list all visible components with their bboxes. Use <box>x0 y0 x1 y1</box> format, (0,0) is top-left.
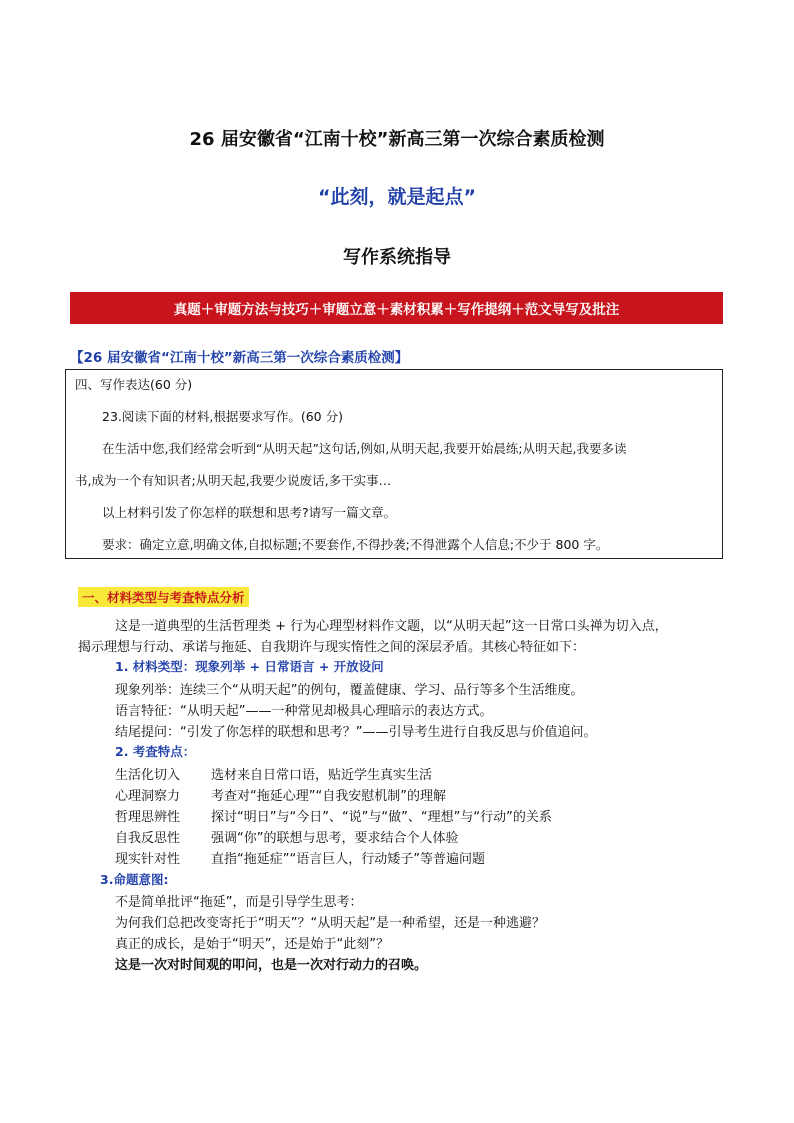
question-number: 23.阅读下面的材料,根据要求写作。(60 分) <box>102 409 343 424</box>
question-material-line-2: 书,成为一个有知识者;从明天起,我要少说废话,多干实事… <box>75 473 392 488</box>
feature-label: 哲理思辨性 <box>115 810 181 825</box>
question-prompt: 以上材料引发了你怎样的联想和思考?请写一篇文章。 <box>102 505 397 520</box>
intent-heading: 3.命题意图: <box>100 872 169 887</box>
analysis-intro-line-2: 揭示理想与行动、承诺与拖延、自我期许与现实惰性之间的深层矛盾。其核心特征如下： <box>78 640 586 655</box>
material-type-item: 语言特征：“从明天起”——一种常见却极具心理暗示的表达方式。 <box>115 704 493 719</box>
feature-desc: 探讨“明日”与“今日”、“说”与“做”、“理想”与“行动”的关系 <box>211 810 552 825</box>
material-type-item: 结尾提问：“引发了你怎样的联想和思考？”——引导考生进行自我反思与价值追问。 <box>115 725 597 740</box>
intent-line: 不是简单批评“拖延”，而是引导学生思考： <box>115 895 363 910</box>
question-section: 四、写作表达(60 分) <box>75 377 193 392</box>
intent-summary: 这是一次对时间观的叩问，也是一次对行动力的召唤。 <box>115 958 428 973</box>
question-material-line-1: 在生活中您,我们经常会听到“从明天起”这句话,例如,从明天起,我要开始晨练;从明天起,我要多读 <box>102 441 627 456</box>
contents-banner: 真题＋审题方法与技巧＋审题立意＋素材积累＋写作提纲＋范文导写及批注 <box>70 292 723 324</box>
feature-label: 现实针对性 <box>115 852 181 867</box>
exam-source-header: 【26 届安徽省“江南十校”新高三第一次综合素质检测】 <box>70 350 409 366</box>
feature-label: 自我反思性 <box>115 831 181 846</box>
question-box <box>65 369 723 559</box>
analysis-heading: 一、材料类型与考查特点分析 <box>78 587 249 607</box>
feature-desc: 选材来自日常口语，贴近学生真实生活 <box>211 768 433 783</box>
guide-title: 写作系统指导 <box>343 247 451 268</box>
intent-line: 真正的成长，是始于“明天”，还是始于“此刻”？ <box>115 937 389 952</box>
material-type-heading: 1. 材料类型：现象列举 + 日常语言 + 开放设问 <box>115 659 384 674</box>
feature-desc: 直指“拖延症”“语言巨人，行动矮子”等普遍问题 <box>211 852 485 867</box>
feature-desc: 强调“你”的联想与思考，要求结合个人体验 <box>211 831 459 846</box>
feature-desc: 考查对“拖延心理”“自我安慰机制”的理解 <box>211 789 446 804</box>
material-type-item: 现象列举：连续三个“从明天起”的例句，覆盖健康、学习、品行等多个生活维度。 <box>115 683 584 698</box>
intent-line: 为何我们总把改变寄托于“明天”？“从明天起”是一种希望，还是一种逃避？ <box>115 916 545 931</box>
question-requirements: 要求：确定立意,明确文体,自拟标题;不要套作,不得抄袭;不得泄露个人信息;不少于 800 字。 <box>102 537 609 552</box>
document-subtitle: “此刻，就是起点” <box>318 186 476 208</box>
analysis-intro-line-1: 这是一道典型的生活哲理类 + 行为心理型材料作文题，以“从明天起”这一日常口头禅为切入点， <box>115 619 668 634</box>
document-title: 26 届安徽省“江南十校”新高三第一次综合素质检测 <box>189 129 605 150</box>
features-heading: 2. 考查特点： <box>115 744 196 759</box>
feature-label: 心理洞察力 <box>115 789 181 804</box>
feature-label: 生活化切入 <box>115 768 181 783</box>
